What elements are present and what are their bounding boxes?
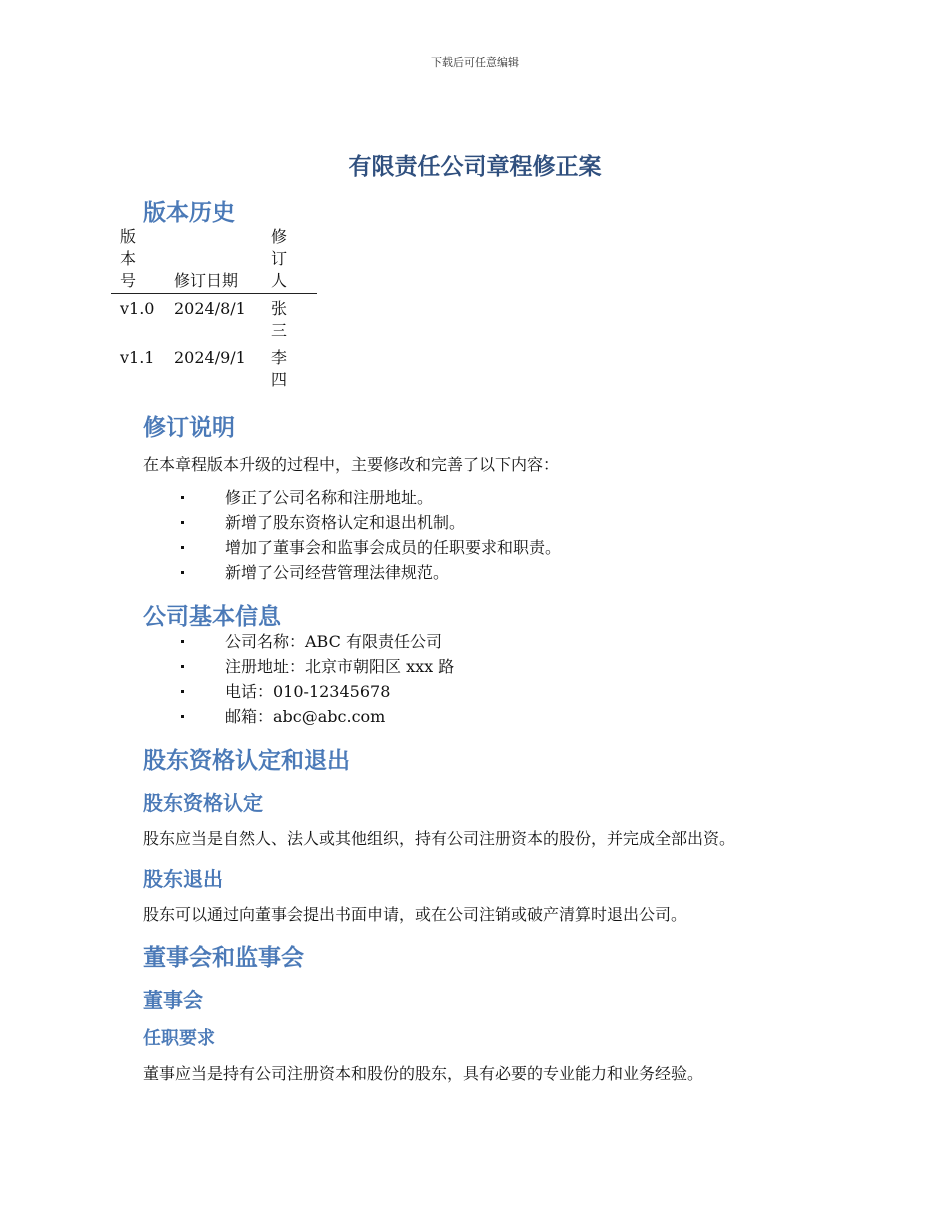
bullet-icon — [181, 546, 184, 549]
table-cell-version: v1.0 — [120, 299, 155, 318]
requirements-heading: 任职要求 — [143, 1028, 215, 1049]
table-cell-version: v1.1 — [120, 348, 155, 367]
revision-notes-heading: 修订说明 — [143, 415, 235, 441]
bullet-icon — [181, 521, 184, 524]
table-cell-reviser: 张 三 — [271, 299, 288, 340]
company-info-heading: 公司基本信息 — [143, 604, 281, 630]
table-header-rule — [111, 293, 317, 294]
requirements-text: 董事应当是持有公司注册资本和股份的股东，具有必要的专业能力和业务经验。 — [143, 1064, 704, 1083]
column-header-version: 版 本 号 — [120, 227, 137, 290]
bullet-icon — [181, 665, 184, 668]
table-cell-date: 2024/9/1 — [174, 348, 246, 367]
shareholder-heading: 股东资格认定和退出 — [143, 748, 350, 774]
exit-heading: 股东退出 — [143, 867, 223, 891]
document-title: 有限责任公司章程修正案 — [348, 154, 602, 180]
version-history-heading: 版本历史 — [143, 200, 235, 226]
exit-text: 股东可以通过向董事会提出书面申请，或在公司注销或破产清算时退出公司。 — [143, 905, 688, 924]
column-header-date: 修订日期 — [174, 271, 239, 290]
table-cell-date: 2024/8/1 — [174, 299, 246, 318]
board-heading: 董事会 — [143, 988, 203, 1012]
table-cell-reviser: 李 四 — [271, 348, 288, 389]
bullet-icon — [181, 690, 184, 693]
page-header: 下载后可任意编辑 — [431, 56, 519, 69]
bullet-icon — [181, 715, 184, 718]
bullet-icon — [181, 640, 184, 643]
bullet-icon — [181, 496, 184, 499]
bullet-icon — [181, 571, 184, 574]
boards-heading: 董事会和监事会 — [143, 945, 304, 971]
column-header-reviser: 修 订 人 — [271, 227, 288, 290]
qualification-heading: 股东资格认定 — [143, 791, 263, 815]
revision-notes-intro: 在本章程版本升级的过程中，主要修改和完善了以下内容： — [143, 455, 560, 474]
qualification-text: 股东应当是自然人、法人或其他组织，持有公司注册资本的股份，并完成全部出资。 — [143, 829, 736, 848]
